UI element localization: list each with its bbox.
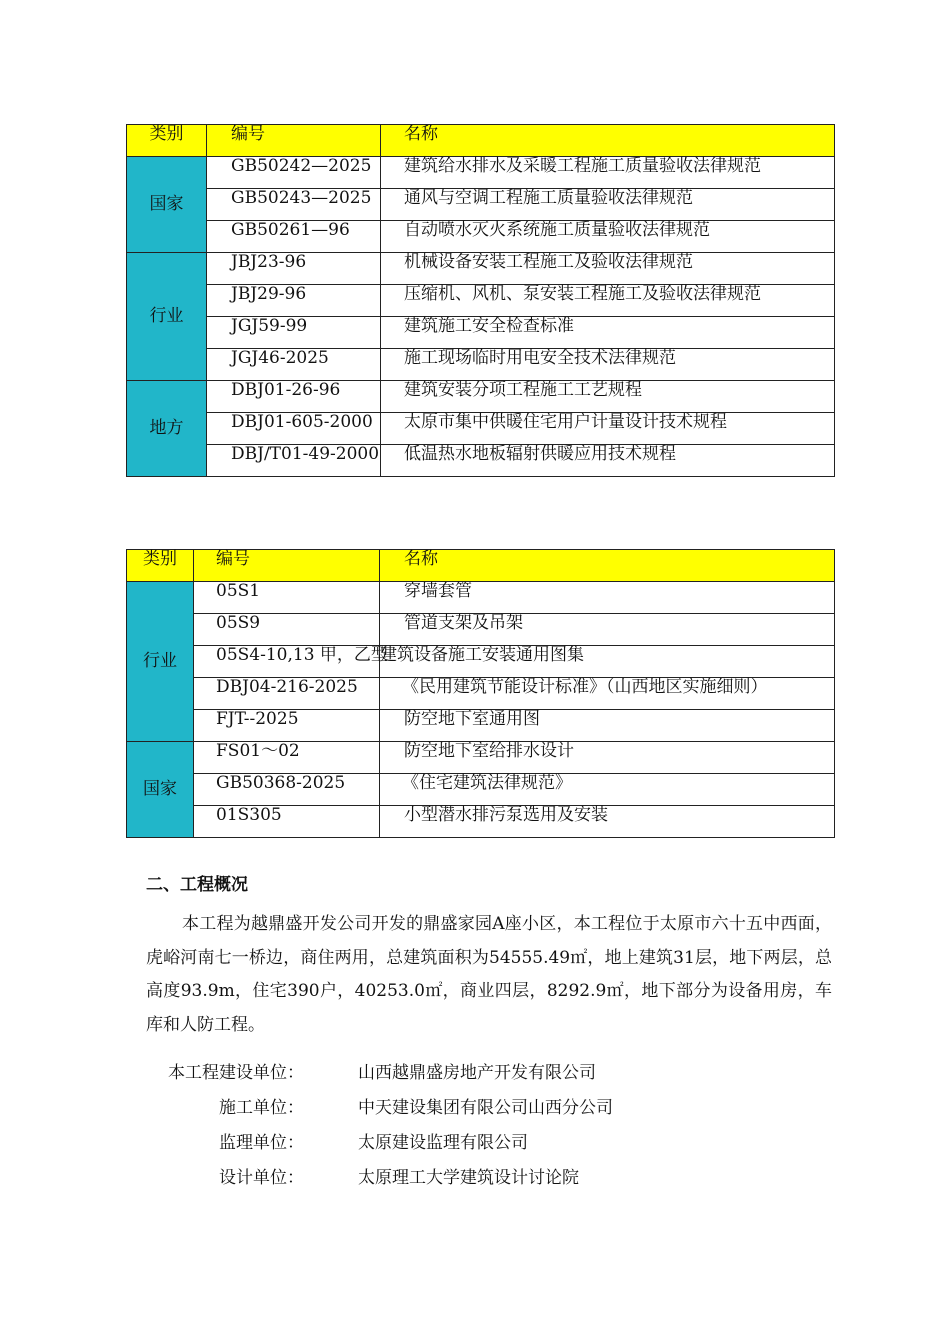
category-cell: 国家: [127, 157, 207, 253]
name-cell: 管道支架及吊架: [380, 614, 835, 646]
code-cell: DBJ04-216-2025: [194, 678, 380, 710]
header-name: 名称: [380, 550, 835, 582]
header-category: 类别: [127, 550, 194, 582]
code-cell: FS01～02: [194, 742, 380, 774]
name-cell: 通风与空调工程施工质量验收法律规范: [381, 189, 835, 221]
name-cell: 《民用建筑节能设计标准》（山西地区实施细则）: [380, 678, 835, 710]
category-cell: 地方: [127, 381, 207, 477]
name-cell: 施工现场临时用电安全技术法律规范: [381, 349, 835, 381]
unit-label: 施工单位：: [219, 1098, 304, 1118]
table-header-row: [127, 550, 835, 582]
name-cell: 防空地下室给排水设计: [380, 742, 835, 774]
table-row: [127, 317, 835, 349]
table-row: [127, 742, 835, 774]
name-cell: 建筑给水排水及采暖工程施工质量验收法律规范: [381, 157, 835, 189]
code-cell: FJT--2025: [194, 710, 380, 742]
unit-value: 中天建设集团有限公司山西分公司: [358, 1098, 613, 1118]
standards-table-2: [126, 549, 835, 838]
table-row: [127, 774, 835, 806]
name-cell: 防空地下室通用图: [380, 710, 835, 742]
code-cell: JBJ23-96: [207, 253, 381, 285]
table-row: [127, 221, 835, 253]
unit-row-supervisor: [146, 1128, 826, 1154]
header-category: 类别: [127, 125, 207, 157]
table-row: [127, 349, 835, 381]
header-code: 编号: [194, 550, 380, 582]
name-cell: 建筑设备施工安装通用图集: [380, 646, 835, 678]
name-cell: 机械设备安装工程施工及验收法律规范: [381, 253, 835, 285]
table-row: [127, 189, 835, 221]
code-cell: GB50243—2025: [207, 189, 381, 221]
header-name: 名称: [381, 125, 835, 157]
table-header-row: [127, 125, 835, 157]
code-cell: 01S305: [194, 806, 380, 838]
code-cell: GB50242—2025: [207, 157, 381, 189]
table-row: [127, 678, 835, 710]
section-heading: 二、工程概况: [146, 875, 248, 895]
standards-table-1: [126, 124, 835, 477]
unit-row-builder: [146, 1058, 826, 1084]
name-cell: 自动喷水灭火系统施工质量验收法律规范: [381, 221, 835, 253]
unit-label: 设计单位：: [219, 1168, 304, 1188]
code-cell: 05S4-10,13 甲，乙型: [194, 646, 380, 678]
table-row: [127, 582, 835, 614]
category-cell: 国家: [127, 742, 194, 838]
category-cell: 行业: [127, 582, 194, 742]
unit-row-contractor: [146, 1093, 826, 1119]
code-cell: 05S1: [194, 582, 380, 614]
category-cell: 行业: [127, 253, 207, 381]
table-row: [127, 413, 835, 445]
name-cell: 《住宅建筑法律规范》: [380, 774, 835, 806]
header-code: 编号: [207, 125, 381, 157]
unit-value: 太原建设监理有限公司: [358, 1133, 528, 1153]
table-row: [127, 157, 835, 189]
code-cell: GB50261—96: [207, 221, 381, 253]
name-cell: 压缩机、风机、泵安装工程施工及验收法律规范: [381, 285, 835, 317]
table-row: [127, 253, 835, 285]
unit-row-designer: [146, 1163, 826, 1189]
code-cell: JBJ29-96: [207, 285, 381, 317]
name-cell: 低温热水地板辐射供暖应用技术规程: [381, 445, 835, 477]
table-row: [127, 710, 835, 742]
code-cell: DBJ/T01-49-2000: [207, 445, 381, 477]
unit-label: 本工程建设单位：: [168, 1063, 304, 1083]
name-cell: 穿墙套管: [380, 582, 835, 614]
code-cell: GB50368-2025: [194, 774, 380, 806]
code-cell: DBJ01-26-96: [207, 381, 381, 413]
table-row: [127, 646, 835, 678]
table-row: [127, 614, 835, 646]
unit-label: 监理单位：: [219, 1133, 304, 1153]
project-overview-paragraph: 本工程为越鼎盛开发公司开发的鼎盛家园A座小区，本工程位于太原市六十五中西面，虎峪河南七一桥边，商住两用，总建筑面积为54555.49㎡，地上建筑31层，地下两层，总高度93.9m，住宅390户，40253.0㎡，商业四层，8292.9㎡，地下部分为设备用房，车库和人防工程。: [146, 914, 832, 1035]
table-row: [127, 381, 835, 413]
code-cell: JGJ46-2025: [207, 349, 381, 381]
name-cell: 小型潜水排污泵选用及安装: [380, 806, 835, 838]
unit-value: 太原理工大学建筑设计讨论院: [358, 1168, 579, 1188]
code-cell: 05S9: [194, 614, 380, 646]
name-cell: 建筑安装分项工程施工工艺规程: [381, 381, 835, 413]
name-cell: 建筑施工安全检查标准: [381, 317, 835, 349]
code-cell: JGJ59-99: [207, 317, 381, 349]
table-row: [127, 445, 835, 477]
name-cell: 太原市集中供暖住宅用户计量设计技术规程: [381, 413, 835, 445]
table-row: [127, 806, 835, 838]
unit-value: 山西越鼎盛房地产开发有限公司: [358, 1063, 596, 1083]
table-row: [127, 285, 835, 317]
code-cell: DBJ01-605-2000: [207, 413, 381, 445]
